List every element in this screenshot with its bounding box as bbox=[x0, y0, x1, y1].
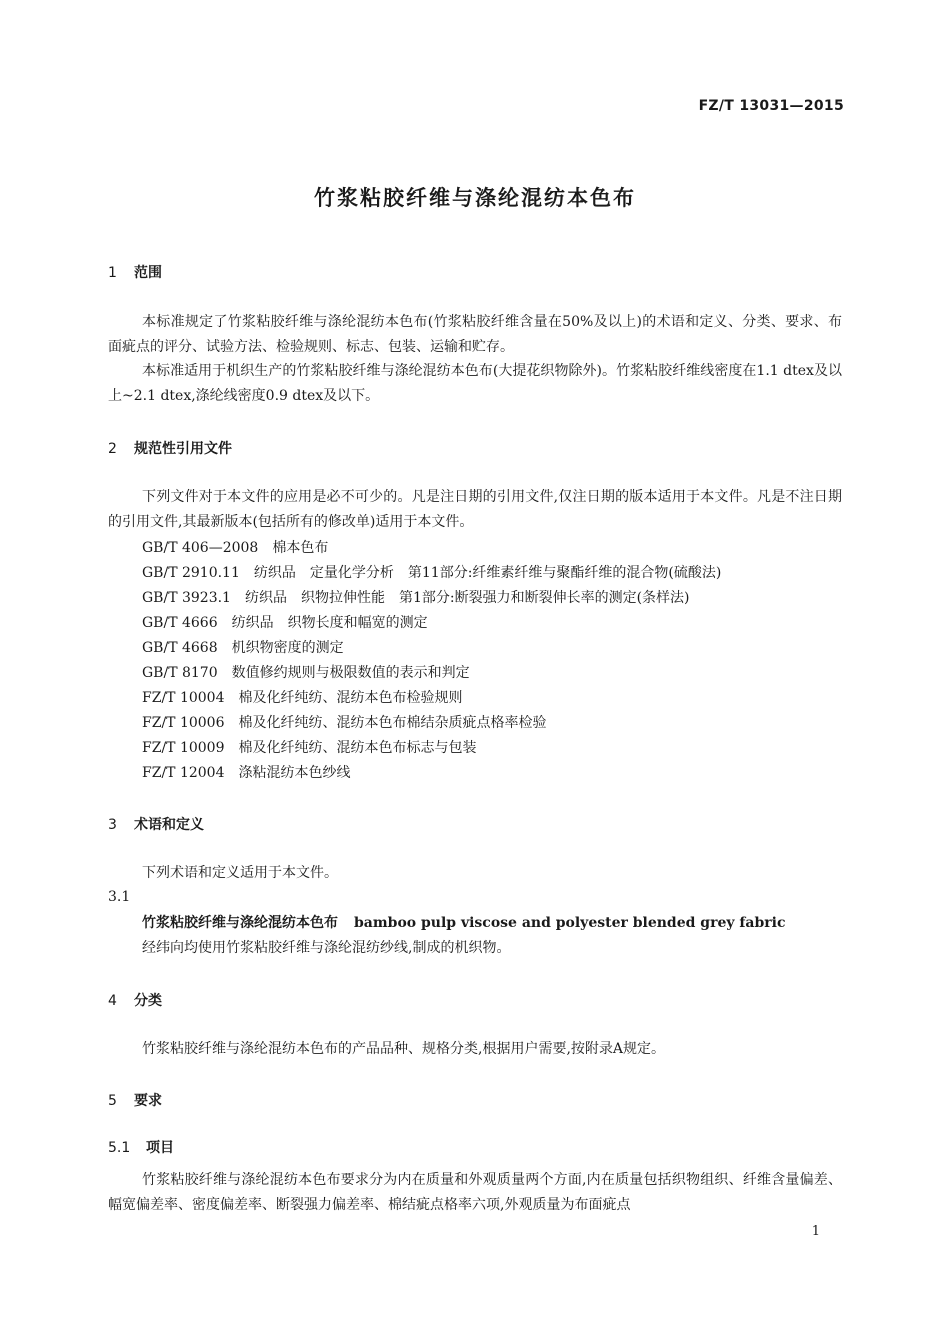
standard-code: FZ/T 13031—2015 bbox=[698, 98, 844, 114]
reference-item bbox=[142, 661, 721, 686]
reference-code: FZ/T 10006 bbox=[142, 715, 225, 731]
scope-paragraph-2: 本标准适用于机织生产的竹浆粘胶纤维与涤纶混纺本色布(大提花织物除外)。竹浆粘胶纤维线密度在1.1 dtex及以上~2.1 dtex,涤纶线密度0.9 dtex及以下。 bbox=[108, 363, 842, 404]
section-5-1-heading bbox=[108, 1137, 174, 1157]
section-number: 3 bbox=[108, 817, 117, 833]
references-intro: 下列文件对于本文件的应用是必不可少的。凡是注日期的引用文件,仅注日期的版本适用于本文件。凡是不注日期的引用文件,其最新版本(包括所有的修改单)适用于本文件。 bbox=[108, 489, 842, 530]
items-paragraph: 竹浆粘胶纤维与涤纶混纺本色布要求分为内在质量和外观质量两个方面,内在质量包括织物组织、纤维含量偏差、幅宽偏差率、密度偏差率、断裂强力偏差率、棉结疵点格率六项,外观质量为布面疵点 bbox=[108, 1172, 842, 1213]
reference-name: 纺织品 织物长度和幅宽的测定 bbox=[231, 615, 428, 631]
term-number: 3.1 bbox=[108, 889, 131, 905]
reference-code: GB/T 3923.1 bbox=[142, 590, 231, 606]
scope-paragraph-1: 本标准规定了竹浆粘胶纤维与涤纶混纺本色布(竹浆粘胶纤维含量在50%及以上)的术语和定义、分类、要求、布面疵点的评分、试验方法、检验规则、标志、包装、运输和贮存。 bbox=[108, 314, 842, 355]
reference-item bbox=[142, 686, 721, 711]
section-5-heading bbox=[108, 1090, 162, 1110]
section-2-heading bbox=[108, 438, 232, 458]
section-title: 范围 bbox=[134, 265, 162, 281]
section-title: 分类 bbox=[134, 993, 162, 1009]
section-title: 项目 bbox=[146, 1140, 174, 1156]
section-title: 术语和定义 bbox=[134, 817, 204, 833]
term-chinese: 竹浆粘胶纤维与涤纶混纺本色布 bbox=[142, 915, 338, 931]
reference-code: FZ/T 10009 bbox=[142, 740, 225, 756]
reference-item bbox=[142, 536, 721, 561]
section-4-heading bbox=[108, 990, 162, 1010]
reference-item bbox=[142, 636, 721, 661]
term-entry bbox=[142, 912, 785, 932]
section-title: 要求 bbox=[134, 1093, 162, 1109]
classification-paragraph: 竹浆粘胶纤维与涤纶混纺本色布的产品品种、规格分类,根据用户需要,按附录A规定。 bbox=[142, 1041, 666, 1057]
term-english: bamboo pulp viscose and polyester blended grey fabric bbox=[354, 915, 786, 931]
reference-name: 涤粘混纺本色纱线 bbox=[238, 765, 351, 781]
reference-name: 棉及化纤纯纺、混纺本色布棉结杂质疵点格率检验 bbox=[238, 715, 547, 731]
reference-item bbox=[142, 761, 721, 786]
term-definition: 经纬向均使用竹浆粘胶纤维与涤纶混纺纱线,制成的机织物。 bbox=[142, 940, 511, 956]
reference-item bbox=[142, 561, 721, 586]
section-number: 2 bbox=[108, 441, 117, 457]
section-title: 规范性引用文件 bbox=[134, 441, 232, 457]
page-number: 1 bbox=[811, 1224, 820, 1239]
reference-name: 纺织品 定量化学分析 第11部分:纤维素纤维与聚酯纤维的混合物(硫酸法) bbox=[253, 565, 722, 581]
terms-intro: 下列术语和定义适用于本文件。 bbox=[142, 865, 338, 881]
section-1-heading bbox=[108, 262, 162, 282]
section-number: 5 bbox=[108, 1093, 117, 1109]
reference-item bbox=[142, 711, 721, 736]
section-number: 4 bbox=[108, 993, 117, 1009]
reference-item bbox=[142, 586, 721, 611]
reference-code: GB/T 4666 bbox=[142, 615, 218, 631]
reference-name: 棉及化纤纯纺、混纺本色布检验规则 bbox=[238, 690, 463, 706]
reference-name: 棉及化纤纯纺、混纺本色布标志与包装 bbox=[238, 740, 477, 756]
section-number: 1 bbox=[108, 265, 117, 281]
document-title: 竹浆粘胶纤维与涤纶混纺本色布 bbox=[314, 186, 636, 210]
reference-item bbox=[142, 736, 721, 761]
reference-code: GB/T 2910.11 bbox=[142, 565, 240, 581]
reference-name: 棉本色布 bbox=[272, 540, 329, 556]
reference-code: GB/T 406—2008 bbox=[142, 540, 259, 556]
reference-code: GB/T 4668 bbox=[142, 640, 218, 656]
section-number: 5.1 bbox=[108, 1140, 131, 1156]
reference-code: FZ/T 10004 bbox=[142, 690, 225, 706]
normative-reference-list bbox=[142, 536, 721, 786]
reference-item bbox=[142, 611, 721, 636]
reference-name: 机织物密度的测定 bbox=[231, 640, 344, 656]
reference-code: FZ/T 12004 bbox=[142, 765, 225, 781]
reference-name: 数值修约规则与极限数值的表示和判定 bbox=[231, 665, 470, 681]
section-3-heading bbox=[108, 814, 204, 834]
reference-name: 纺织品 织物拉伸性能 第1部分:断裂强力和断裂伸长率的测定(条样法) bbox=[244, 590, 690, 606]
reference-code: GB/T 8170 bbox=[142, 665, 218, 681]
